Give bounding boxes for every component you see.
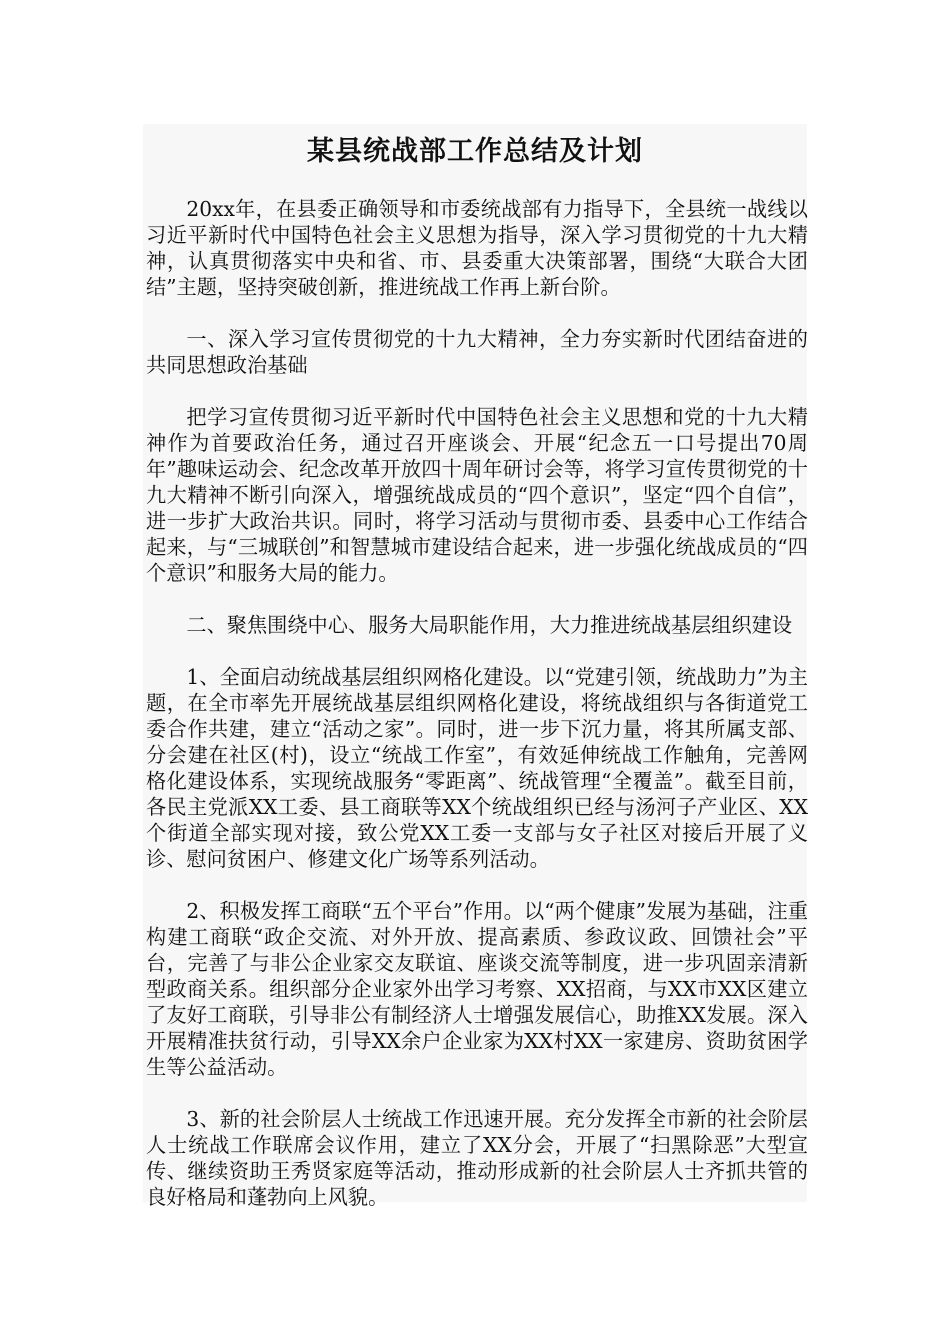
intro-paragraph: 20xx年，在县委正确领导和市委统战部有力指导下，全县统一战线以习近平新时代中国特色社会主义思想为指导，深入学习贯彻党的十九大精神，认真贯彻落实中央和省、市、县委重大决策部署，围绕“大联合大团结”主题，坚持突破创新，推进统战工作再上新台阶。	[146, 197, 808, 299]
section-2-item-2: 2、积极发挥工商联“五个平台”作用。以“两个健康”发展为基础，注重构建工商联“政企交流、对外开放、提高素质、参政议政、回馈社会”平台，完善了与非公企业家交友联谊、座谈交流等制度，进一步巩固亲清新型政商关系。组织部分企业家外出学习考察、XX招商，与XX市XX区建立了友好工商联，引导非公有制经济人士增强发展信心，助推XX发展。深入开展精准扶贫行动，引导XX余户企业家为XX村XX一家建房、资助贫困学生等公益活动。	[146, 899, 808, 1079]
section-2-item-3: 3、新的社会阶层人士统战工作迅速开展。充分发挥全市新的社会阶层人士统战工作联席会议作用，建立了XX分会，开展了“扫黑除恶”大型宣传、继续资助王秀贤家庭等活动，推动形成新的社会阶层人士齐抓共管的良好格局和蓬勃向上风貌。	[146, 1107, 808, 1209]
document-body	[146, 196, 808, 1236]
section-heading-1: 一、深入学习宣传贯彻党的十九大精神，全力夯实新时代团结奋进的共同思想政治基础	[146, 327, 808, 377]
document-title: 某县统战部工作总结及计划	[307, 136, 643, 167]
section-2-item-1: 1、全面启动统战基层组织网格化建设。以“党建引领，统战助力”为主题，在全市率先开展统战基层组织网格化建设，将统战组织与各街道党工委合作共建，建立“活动之家”。同时，进一步下沉力量，将其所属支部、分会建在社区(村)，设立“统战工作室”，有效延伸统战工作触角，完善网格化建设体系，实现统战服务“零距离”、统战管理“全覆盖”。截至目前，各民主党派XX工委、县工商联等XX个统战组织已经与汤河子产业区、XX个街道全部实现对接，致公党XX工委一支部与女子社区对接后开展了义诊、慰问贫困户、修建文化广场等系列活动。	[146, 665, 808, 871]
section-heading-2: 二、聚焦围绕中心、服务大局职能作用，大力推进统战基层组织建设	[186, 613, 793, 637]
section-1-paragraph: 把学习宣传贯彻习近平新时代中国特色社会主义思想和党的十九大精神作为首要政治任务，通过召开座谈会、开展“纪念五一口号提出70周年”趣味运动会、纪念改革开放四十周年研讨会等，将学习宣传贯彻党的十九大精神不断引向深入，增强统战成员的“四个意识”，坚定“四个自信”，进一步扩大政治共识。同时，将学习活动与贯彻市委、县委中心工作结合起来，与“三城联创”和智慧城市建设结合起来，进一步强化统战成员的“四个意识”和服务大局的能力。	[146, 405, 808, 585]
